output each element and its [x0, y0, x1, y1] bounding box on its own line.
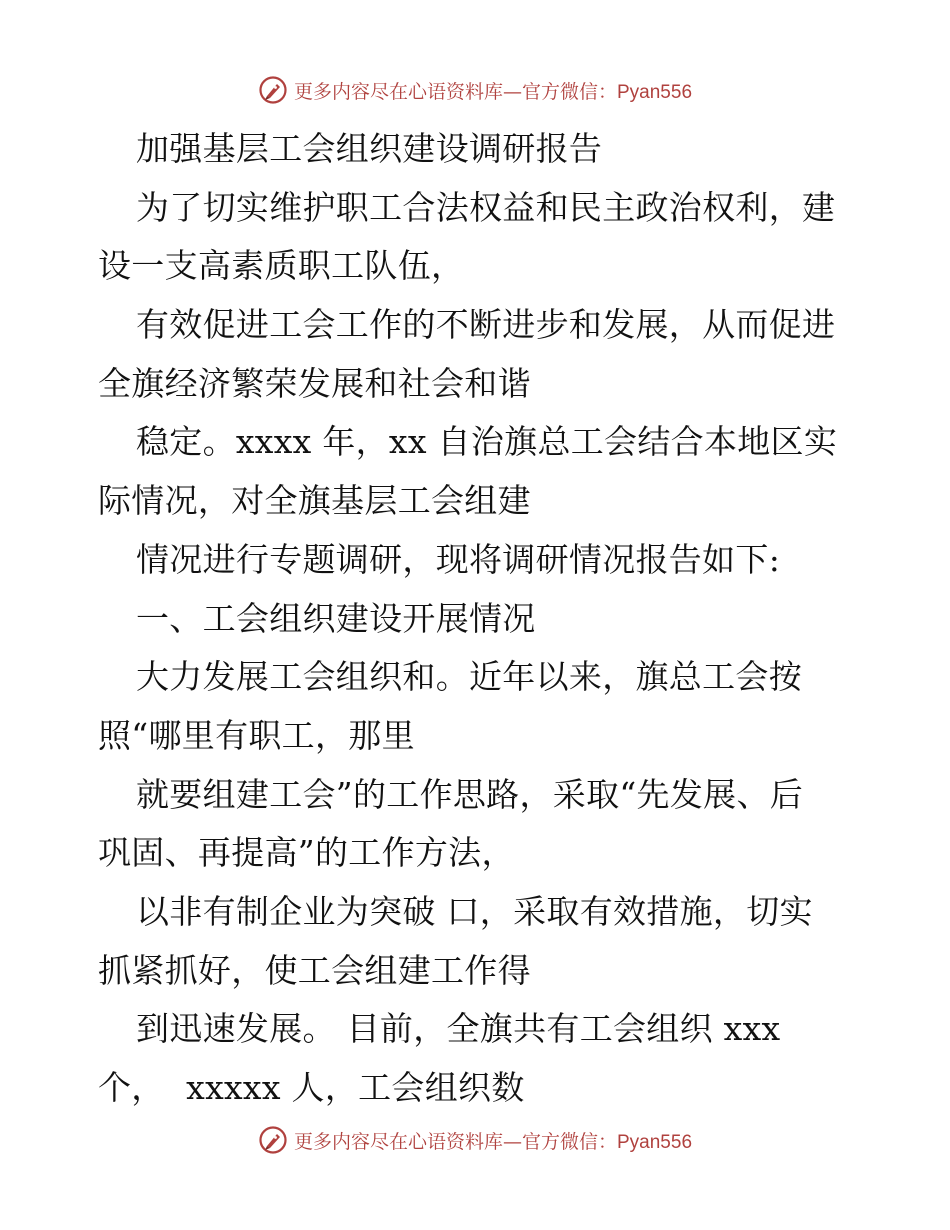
- document-body: [98, 120, 858, 1118]
- paragraph-line: 情况进行专题调研，现将调研情况报告如下:: [136, 539, 781, 579]
- paragraph-line: 稳定。xxxx 年，xx 自治旗总工会结合本地区实: [136, 422, 838, 462]
- footer-watermark: [0, 1120, 950, 1160]
- paragraph-line: 全旗经济繁荣发展和社会和谐: [98, 363, 531, 403]
- pen-nib-logo-icon: [258, 75, 288, 105]
- paragraph-line: 以非有制企业为突破 口，采取有效措施，切实: [136, 891, 813, 931]
- watermark-text: 更多内容尽在心语资料库—官方微信：Pyan556: [293, 1130, 693, 1153]
- watermark-text: 更多内容尽在心语资料库—官方微信：Pyan556: [293, 80, 693, 103]
- paragraph-line: 抓紧抓好，使工会组建工作得: [98, 950, 531, 990]
- paragraph-line: 个， xxxxx 人，工会组织数: [98, 1068, 525, 1107]
- paragraph-line: 巩固、再提高”的工作方法，: [98, 833, 515, 873]
- document-title: 加强基层工会组织建设调研报告: [136, 129, 603, 168]
- paragraph-line: 际情况，对全旗基层工会组建: [98, 481, 531, 521]
- section-heading: 一、工会组织建设开展情况: [136, 598, 536, 638]
- paragraph-line: 设一支高素质职工队伍，: [98, 246, 465, 286]
- pen-nib-logo-icon: [258, 1125, 288, 1155]
- header-watermark: [0, 70, 950, 110]
- paragraph-line: 到迅速发展。 目前，全旗共有工会组织 xxx: [136, 1009, 781, 1049]
- paragraph-line: 为了切实维护职工合法权益和民主政治权利，建: [136, 187, 836, 227]
- paragraph-line: 照“哪里有职工，那里: [98, 715, 415, 755]
- paragraph-line: 大力发展工会组织和。近年以来，旗总工会按: [136, 657, 802, 697]
- paragraph-line: 就要组建工会”的工作思路，采取“先发展、后: [136, 774, 804, 814]
- paragraph-line: 有效促进工会工作的不断进步和发展，从而促进: [136, 305, 836, 345]
